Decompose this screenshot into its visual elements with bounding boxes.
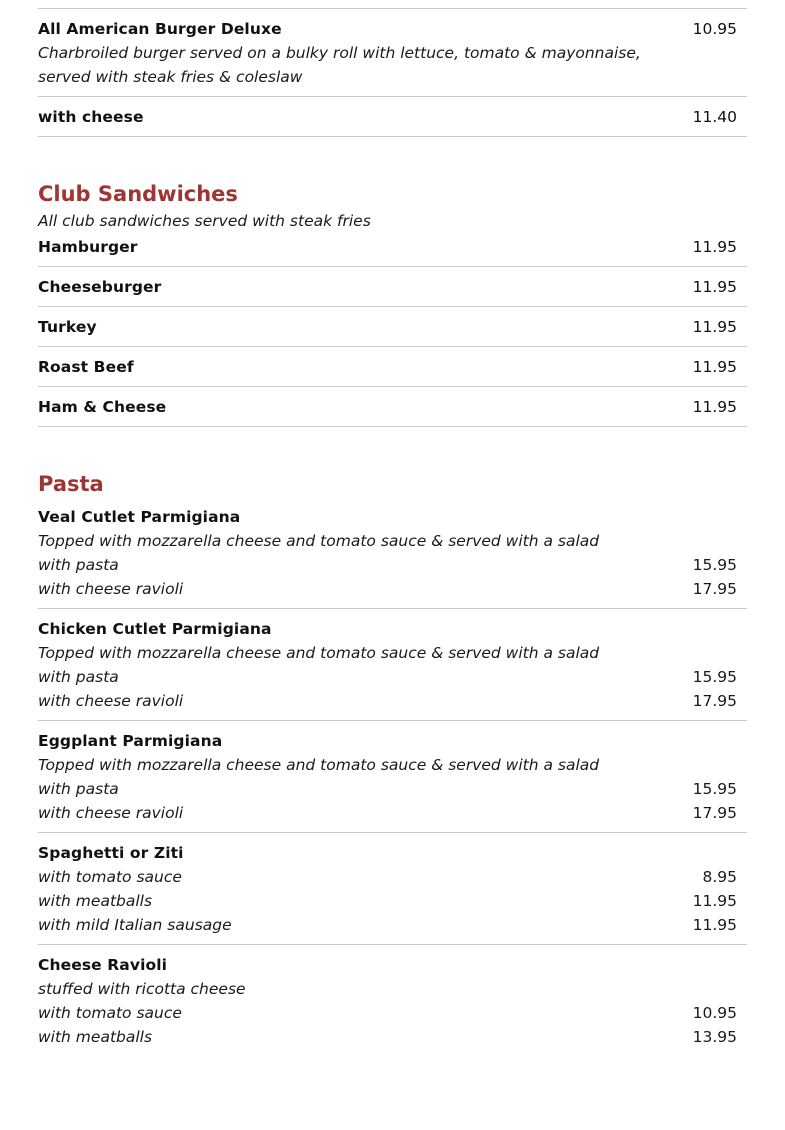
option-label: with pasta xyxy=(38,556,119,574)
menu-item xyxy=(38,347,747,387)
menu-item xyxy=(38,387,747,427)
option-price: 13.95 xyxy=(692,1028,737,1046)
item-price: 11.40 xyxy=(692,108,737,126)
item-option xyxy=(38,865,747,889)
option-price: 15.95 xyxy=(692,668,737,686)
option-price: 15.95 xyxy=(692,780,737,798)
item-name: Chicken Cutlet Parmigiana xyxy=(38,620,272,638)
option-label: with tomato sauce xyxy=(38,1004,182,1022)
item-option xyxy=(38,1025,747,1049)
option-price: 17.95 xyxy=(692,580,737,598)
option-label: with meatballs xyxy=(38,1028,153,1046)
item-description: stuffed with ricotta cheese xyxy=(38,980,246,998)
item-option xyxy=(38,553,747,577)
item-price: 11.95 xyxy=(692,358,737,376)
item-name: Cheese Ravioli xyxy=(38,956,168,974)
menu-item xyxy=(38,267,747,307)
option-label: with meatballs xyxy=(38,892,153,910)
item-description: Topped with mozzarella cheese and tomato sauce & served with a salad xyxy=(38,756,600,774)
item-name: Spaghetti or Ziti xyxy=(38,844,184,862)
item-price: 11.95 xyxy=(692,278,737,296)
item-description: Charbroiled burger served on a bulky roll with lettuce, tomato & mayonnaise, served with steak fries & coleslaw xyxy=(38,44,641,86)
option-price: 11.95 xyxy=(692,892,737,910)
item-option xyxy=(38,777,747,801)
item-name: Roast Beef xyxy=(38,358,134,376)
menu-item xyxy=(38,501,747,609)
item-description: Topped with mozzarella cheese and tomato sauce & served with a salad xyxy=(38,644,600,662)
option-label: with mild Italian sausage xyxy=(38,916,232,934)
item-option xyxy=(38,889,747,913)
item-option xyxy=(38,913,747,937)
option-price: 17.95 xyxy=(692,692,737,710)
option-label: with cheese ravioli xyxy=(38,692,184,710)
option-price: 10.95 xyxy=(692,1004,737,1022)
option-price: 11.95 xyxy=(692,916,737,934)
club-sandwiches-section xyxy=(38,181,747,427)
menu-item xyxy=(38,945,747,1056)
menu-item xyxy=(38,833,747,945)
section-title: Club Sandwiches xyxy=(38,182,238,206)
item-name: Veal Cutlet Parmigiana xyxy=(38,508,241,526)
item-description: Topped with mozzarella cheese and tomato sauce & served with a salad xyxy=(38,532,600,550)
burger-section xyxy=(38,8,747,137)
item-price: 11.95 xyxy=(692,318,737,336)
menu-item xyxy=(38,97,747,137)
item-option xyxy=(38,689,747,713)
option-label: with pasta xyxy=(38,780,119,798)
menu-item xyxy=(38,233,747,267)
option-price: 17.95 xyxy=(692,804,737,822)
option-label: with pasta xyxy=(38,668,119,686)
item-name: Eggplant Parmigiana xyxy=(38,732,223,750)
item-price: 11.95 xyxy=(692,238,737,256)
menu-item xyxy=(38,8,747,97)
menu-item xyxy=(38,721,747,833)
item-option xyxy=(38,801,747,825)
item-name: with cheese xyxy=(38,108,144,126)
option-price: 8.95 xyxy=(702,868,737,886)
item-price: 10.95 xyxy=(692,20,737,38)
menu-page xyxy=(38,8,747,1056)
option-label: with cheese ravioli xyxy=(38,580,184,598)
item-name: All American Burger Deluxe xyxy=(38,20,282,38)
item-price: 11.95 xyxy=(692,398,737,416)
item-option xyxy=(38,665,747,689)
item-name: Cheeseburger xyxy=(38,278,162,296)
menu-item xyxy=(38,307,747,347)
section-title: Pasta xyxy=(38,472,104,496)
option-label: with cheese ravioli xyxy=(38,804,184,822)
menu-item xyxy=(38,609,747,721)
item-name: Hamburger xyxy=(38,238,138,256)
section-note: All club sandwiches served with steak fries xyxy=(38,212,371,230)
item-option xyxy=(38,1001,747,1025)
option-price: 15.95 xyxy=(692,556,737,574)
item-name: Ham & Cheese xyxy=(38,398,167,416)
item-option xyxy=(38,577,747,601)
pasta-section xyxy=(38,471,747,1056)
option-label: with tomato sauce xyxy=(38,868,182,886)
item-name: Turkey xyxy=(38,318,97,336)
